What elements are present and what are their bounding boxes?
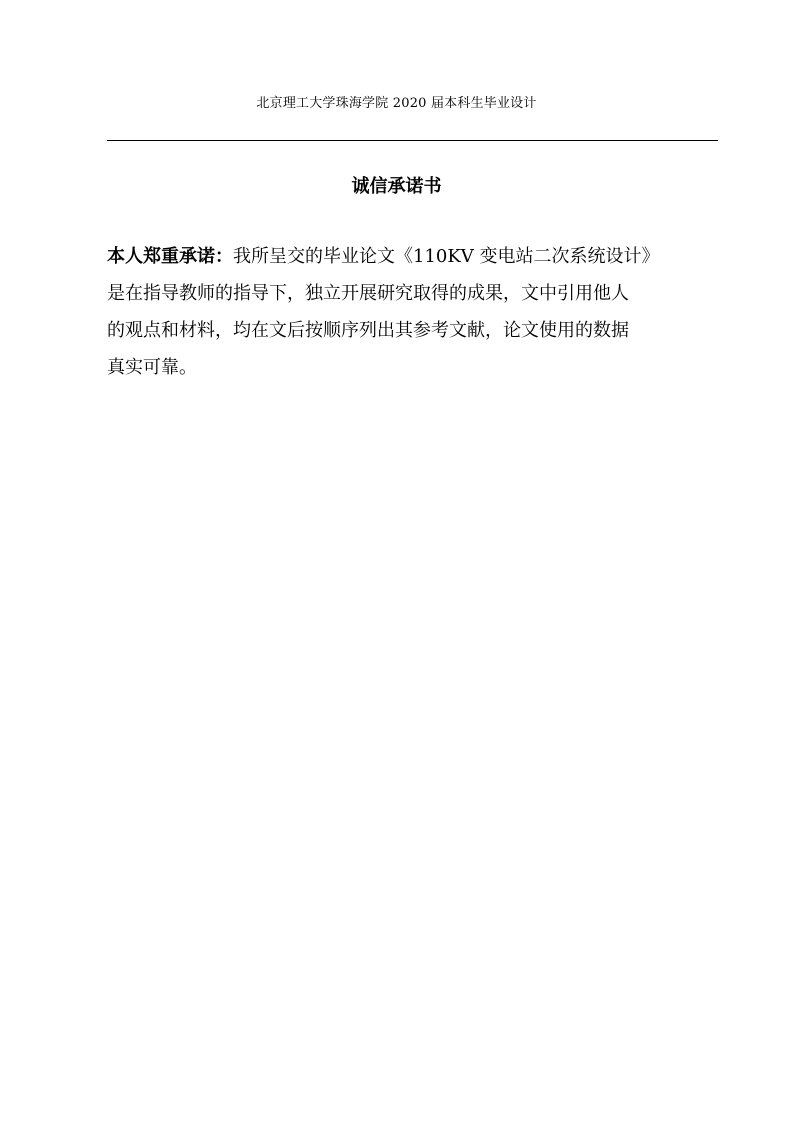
header-divider	[107, 140, 718, 141]
pledge-line-4: 真实可靠。	[107, 357, 197, 378]
pledge-line-2: 是在指导教师的指导下，独立开展研究取得的成果，文中引用他人	[107, 283, 629, 304]
pledge-line-1	[107, 238, 718, 275]
document-title: 诚信承诺书	[351, 176, 442, 197]
running-header: 北京理工大学珠海学院 2020 届本科生毕业设计	[256, 96, 537, 111]
pledge-lead: 本人郑重承诺：	[107, 246, 233, 267]
pledge-line-1-text: 我所呈交的毕业论文《110KV 变电站二次系统设计》	[233, 246, 660, 267]
pledge-paragraph	[107, 238, 718, 386]
pledge-line-3: 的观点和材料，均在文后按顺序列出其参考文献，论文使用的数据	[107, 320, 629, 341]
